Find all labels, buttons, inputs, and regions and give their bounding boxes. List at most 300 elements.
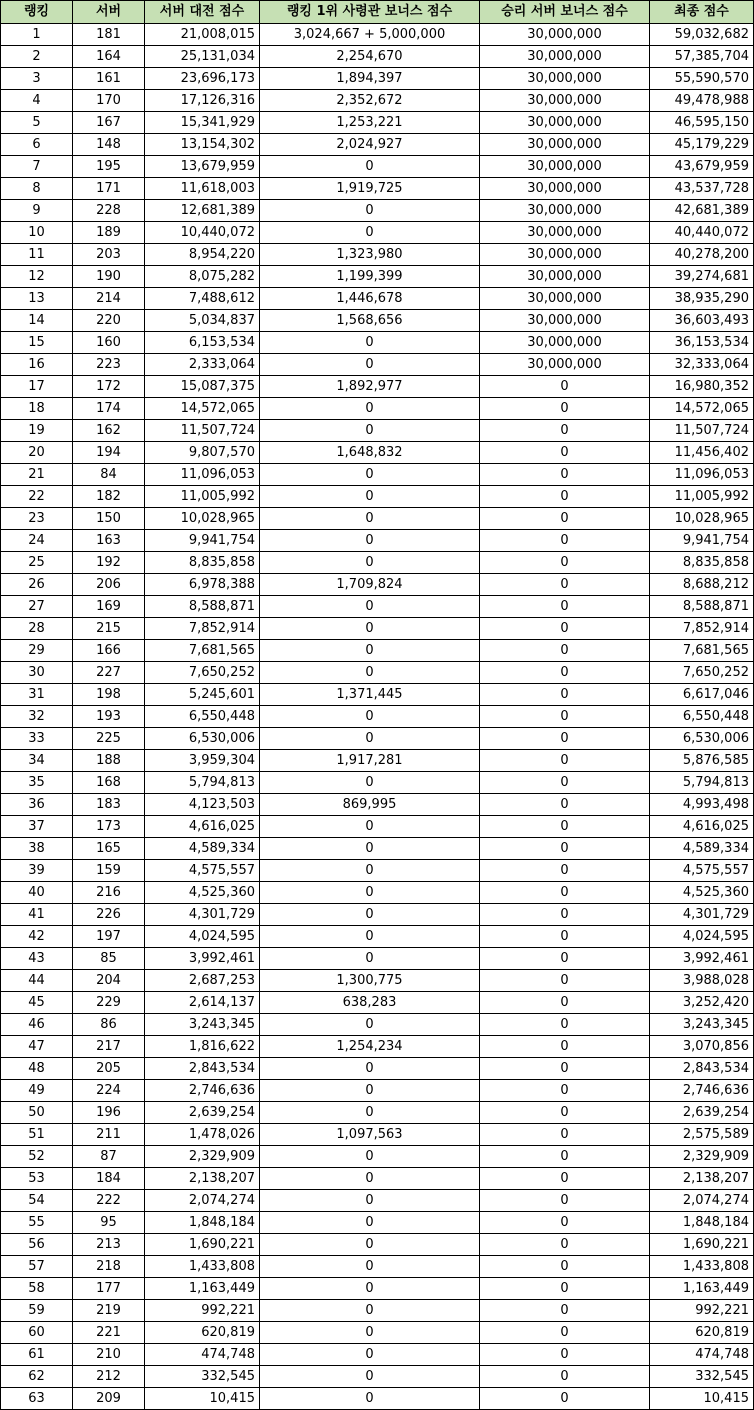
cell-server-battle-score: 11,618,003 xyxy=(145,178,260,200)
cell-ranking: 3 xyxy=(1,68,73,90)
cell-commander-bonus: 0 xyxy=(260,926,480,948)
cell-server-battle-score: 10,415 xyxy=(145,1388,260,1410)
cell-final-score: 3,988,028 xyxy=(650,970,754,992)
cell-victory-bonus: 0 xyxy=(480,926,650,948)
table-row xyxy=(1,178,754,200)
cell-victory-bonus: 0 xyxy=(480,948,650,970)
cell-server: 182 xyxy=(73,486,145,508)
table-row xyxy=(1,1058,754,1080)
table-row xyxy=(1,222,754,244)
table-row xyxy=(1,750,754,772)
cell-commander-bonus: 1,097,563 xyxy=(260,1124,480,1146)
cell-server-battle-score: 1,816,622 xyxy=(145,1036,260,1058)
cell-commander-bonus: 2,254,670 xyxy=(260,46,480,68)
cell-ranking: 54 xyxy=(1,1190,73,1212)
cell-commander-bonus: 1,892,977 xyxy=(260,376,480,398)
table-row xyxy=(1,816,754,838)
table-row xyxy=(1,1168,754,1190)
cell-server-battle-score: 9,807,570 xyxy=(145,442,260,464)
cell-ranking: 27 xyxy=(1,596,73,618)
table-row xyxy=(1,574,754,596)
cell-server-battle-score: 11,507,724 xyxy=(145,420,260,442)
cell-commander-bonus: 0 xyxy=(260,772,480,794)
cell-server-battle-score: 13,154,302 xyxy=(145,134,260,156)
cell-victory-bonus: 0 xyxy=(480,1124,650,1146)
cell-server: 192 xyxy=(73,552,145,574)
cell-commander-bonus: 0 xyxy=(260,1014,480,1036)
cell-server: 225 xyxy=(73,728,145,750)
cell-server: 215 xyxy=(73,618,145,640)
cell-final-score: 3,992,461 xyxy=(650,948,754,970)
cell-server: 203 xyxy=(73,244,145,266)
cell-server: 211 xyxy=(73,1124,145,1146)
cell-server-battle-score: 9,941,754 xyxy=(145,530,260,552)
cell-commander-bonus: 0 xyxy=(260,1190,480,1212)
cell-server-battle-score: 1,163,449 xyxy=(145,1278,260,1300)
cell-commander-bonus: 1,919,725 xyxy=(260,178,480,200)
cell-commander-bonus: 0 xyxy=(260,1212,480,1234)
header-final-score: 최종 점수 xyxy=(650,1,754,24)
cell-final-score: 2,138,207 xyxy=(650,1168,754,1190)
cell-server-battle-score: 7,681,565 xyxy=(145,640,260,662)
cell-final-score: 1,163,449 xyxy=(650,1278,754,1300)
cell-commander-bonus: 0 xyxy=(260,860,480,882)
cell-server: 181 xyxy=(73,24,145,46)
cell-victory-bonus: 0 xyxy=(480,376,650,398)
cell-final-score: 7,852,914 xyxy=(650,618,754,640)
cell-server-battle-score: 10,440,072 xyxy=(145,222,260,244)
table-row xyxy=(1,530,754,552)
cell-commander-bonus: 0 xyxy=(260,508,480,530)
table-row xyxy=(1,200,754,222)
cell-commander-bonus: 2,024,927 xyxy=(260,134,480,156)
cell-ranking: 6 xyxy=(1,134,73,156)
table-row xyxy=(1,46,754,68)
cell-server: 184 xyxy=(73,1168,145,1190)
cell-commander-bonus: 0 xyxy=(260,882,480,904)
cell-server: 221 xyxy=(73,1322,145,1344)
cell-server: 171 xyxy=(73,178,145,200)
cell-final-score: 6,550,448 xyxy=(650,706,754,728)
cell-ranking: 14 xyxy=(1,310,73,332)
table-row xyxy=(1,1190,754,1212)
cell-ranking: 58 xyxy=(1,1278,73,1300)
cell-ranking: 40 xyxy=(1,882,73,904)
cell-victory-bonus: 0 xyxy=(480,1102,650,1124)
cell-victory-bonus: 0 xyxy=(480,464,650,486)
cell-commander-bonus: 0 xyxy=(260,662,480,684)
cell-final-score: 57,385,704 xyxy=(650,46,754,68)
cell-victory-bonus: 0 xyxy=(480,508,650,530)
cell-server-battle-score: 4,123,503 xyxy=(145,794,260,816)
cell-server-battle-score: 11,096,053 xyxy=(145,464,260,486)
cell-ranking: 57 xyxy=(1,1256,73,1278)
cell-final-score: 6,617,046 xyxy=(650,684,754,706)
cell-server-battle-score: 7,650,252 xyxy=(145,662,260,684)
cell-ranking: 53 xyxy=(1,1168,73,1190)
cell-final-score: 1,433,808 xyxy=(650,1256,754,1278)
cell-ranking: 30 xyxy=(1,662,73,684)
cell-server: 173 xyxy=(73,816,145,838)
cell-server: 174 xyxy=(73,398,145,420)
cell-server: 148 xyxy=(73,134,145,156)
cell-server: 183 xyxy=(73,794,145,816)
cell-victory-bonus: 0 xyxy=(480,750,650,772)
cell-server-battle-score: 2,074,274 xyxy=(145,1190,260,1212)
cell-ranking: 11 xyxy=(1,244,73,266)
table-row xyxy=(1,134,754,156)
cell-commander-bonus: 0 xyxy=(260,618,480,640)
table-row xyxy=(1,1322,754,1344)
cell-final-score: 10,028,965 xyxy=(650,508,754,530)
cell-server: 205 xyxy=(73,1058,145,1080)
cell-server-battle-score: 3,992,461 xyxy=(145,948,260,970)
cell-final-score: 9,941,754 xyxy=(650,530,754,552)
cell-victory-bonus: 0 xyxy=(480,1080,650,1102)
cell-server-battle-score: 2,329,909 xyxy=(145,1146,260,1168)
cell-server: 204 xyxy=(73,970,145,992)
table-row xyxy=(1,1278,754,1300)
cell-server: 198 xyxy=(73,684,145,706)
cell-final-score: 49,478,988 xyxy=(650,90,754,112)
cell-victory-bonus: 0 xyxy=(480,1212,650,1234)
cell-victory-bonus: 0 xyxy=(480,1256,650,1278)
cell-victory-bonus: 0 xyxy=(480,992,650,1014)
cell-server: 190 xyxy=(73,266,145,288)
cell-final-score: 32,333,064 xyxy=(650,354,754,376)
cell-ranking: 22 xyxy=(1,486,73,508)
table-row xyxy=(1,112,754,134)
cell-victory-bonus: 0 xyxy=(480,706,650,728)
cell-final-score: 2,843,534 xyxy=(650,1058,754,1080)
cell-ranking: 59 xyxy=(1,1300,73,1322)
cell-victory-bonus: 0 xyxy=(480,1344,650,1366)
cell-ranking: 20 xyxy=(1,442,73,464)
cell-commander-bonus: 0 xyxy=(260,1058,480,1080)
cell-final-score: 43,537,728 xyxy=(650,178,754,200)
cell-commander-bonus: 0 xyxy=(260,1344,480,1366)
table-row xyxy=(1,948,754,970)
cell-victory-bonus: 0 xyxy=(480,794,650,816)
cell-server-battle-score: 2,614,137 xyxy=(145,992,260,1014)
cell-server-battle-score: 4,525,360 xyxy=(145,882,260,904)
cell-victory-bonus: 0 xyxy=(480,574,650,596)
cell-commander-bonus: 1,568,656 xyxy=(260,310,480,332)
table-row xyxy=(1,772,754,794)
cell-ranking: 1 xyxy=(1,24,73,46)
header-commander-bonus: 랭킹 1위 사령관 보너스 점수 xyxy=(260,1,480,24)
cell-final-score: 11,456,402 xyxy=(650,442,754,464)
cell-ranking: 12 xyxy=(1,266,73,288)
cell-server: 188 xyxy=(73,750,145,772)
cell-final-score: 43,679,959 xyxy=(650,156,754,178)
cell-ranking: 19 xyxy=(1,420,73,442)
cell-final-score: 4,525,360 xyxy=(650,882,754,904)
cell-final-score: 474,748 xyxy=(650,1344,754,1366)
cell-server-battle-score: 21,008,015 xyxy=(145,24,260,46)
cell-victory-bonus: 0 xyxy=(480,662,650,684)
cell-ranking: 38 xyxy=(1,838,73,860)
table-row xyxy=(1,464,754,486)
cell-server: 189 xyxy=(73,222,145,244)
cell-commander-bonus: 0 xyxy=(260,398,480,420)
header-server-battle-score: 서버 대전 점수 xyxy=(145,1,260,24)
cell-commander-bonus: 0 xyxy=(260,200,480,222)
table-row xyxy=(1,1366,754,1388)
cell-final-score: 2,074,274 xyxy=(650,1190,754,1212)
cell-ranking: 10 xyxy=(1,222,73,244)
cell-server-battle-score: 4,575,557 xyxy=(145,860,260,882)
cell-final-score: 6,530,006 xyxy=(650,728,754,750)
cell-victory-bonus: 30,000,000 xyxy=(480,68,650,90)
cell-server-battle-score: 11,005,992 xyxy=(145,486,260,508)
cell-ranking: 44 xyxy=(1,970,73,992)
table-row xyxy=(1,288,754,310)
cell-commander-bonus: 1,300,775 xyxy=(260,970,480,992)
cell-server-battle-score: 6,978,388 xyxy=(145,574,260,596)
table-row xyxy=(1,992,754,1014)
table-row xyxy=(1,1102,754,1124)
cell-final-score: 45,179,229 xyxy=(650,134,754,156)
cell-server-battle-score: 23,696,173 xyxy=(145,68,260,90)
cell-server: 170 xyxy=(73,90,145,112)
cell-server: 210 xyxy=(73,1344,145,1366)
cell-server-battle-score: 6,153,534 xyxy=(145,332,260,354)
cell-commander-bonus: 638,283 xyxy=(260,992,480,1014)
cell-server-battle-score: 8,954,220 xyxy=(145,244,260,266)
cell-victory-bonus: 30,000,000 xyxy=(480,46,650,68)
cell-commander-bonus: 0 xyxy=(260,156,480,178)
cell-server: 223 xyxy=(73,354,145,376)
cell-server-battle-score: 12,681,389 xyxy=(145,200,260,222)
cell-ranking: 41 xyxy=(1,904,73,926)
table-body xyxy=(1,24,754,1410)
cell-ranking: 24 xyxy=(1,530,73,552)
cell-server: 169 xyxy=(73,596,145,618)
cell-final-score: 40,278,200 xyxy=(650,244,754,266)
table-row xyxy=(1,398,754,420)
cell-ranking: 13 xyxy=(1,288,73,310)
cell-commander-bonus: 2,352,672 xyxy=(260,90,480,112)
cell-commander-bonus: 0 xyxy=(260,1168,480,1190)
cell-commander-bonus: 0 xyxy=(260,222,480,244)
cell-server-battle-score: 2,333,064 xyxy=(145,354,260,376)
cell-victory-bonus: 0 xyxy=(480,882,650,904)
cell-commander-bonus: 0 xyxy=(260,706,480,728)
cell-victory-bonus: 0 xyxy=(480,838,650,860)
table-row xyxy=(1,882,754,904)
header-server: 서버 xyxy=(73,1,145,24)
cell-final-score: 10,415 xyxy=(650,1388,754,1410)
cell-commander-bonus: 1,371,445 xyxy=(260,684,480,706)
table-row xyxy=(1,706,754,728)
table-row xyxy=(1,684,754,706)
cell-server: 162 xyxy=(73,420,145,442)
cell-server: 227 xyxy=(73,662,145,684)
table-row xyxy=(1,618,754,640)
cell-commander-bonus: 0 xyxy=(260,728,480,750)
cell-ranking: 62 xyxy=(1,1366,73,1388)
cell-server-battle-score: 17,126,316 xyxy=(145,90,260,112)
cell-final-score: 14,572,065 xyxy=(650,398,754,420)
cell-server: 212 xyxy=(73,1366,145,1388)
cell-commander-bonus: 0 xyxy=(260,420,480,442)
cell-ranking: 4 xyxy=(1,90,73,112)
cell-commander-bonus: 0 xyxy=(260,354,480,376)
cell-ranking: 16 xyxy=(1,354,73,376)
cell-victory-bonus: 0 xyxy=(480,1234,650,1256)
cell-final-score: 7,681,565 xyxy=(650,640,754,662)
cell-ranking: 52 xyxy=(1,1146,73,1168)
cell-commander-bonus: 0 xyxy=(260,1080,480,1102)
cell-final-score: 2,329,909 xyxy=(650,1146,754,1168)
cell-commander-bonus: 3,024,667 + 5,000,000 xyxy=(260,24,480,46)
cell-victory-bonus: 30,000,000 xyxy=(480,112,650,134)
cell-ranking: 60 xyxy=(1,1322,73,1344)
table-row xyxy=(1,1234,754,1256)
cell-victory-bonus: 0 xyxy=(480,420,650,442)
cell-server-battle-score: 5,245,601 xyxy=(145,684,260,706)
cell-final-score: 39,274,681 xyxy=(650,266,754,288)
cell-final-score: 5,794,813 xyxy=(650,772,754,794)
cell-ranking: 55 xyxy=(1,1212,73,1234)
cell-ranking: 7 xyxy=(1,156,73,178)
cell-server-battle-score: 2,639,254 xyxy=(145,1102,260,1124)
cell-server-battle-score: 14,572,065 xyxy=(145,398,260,420)
cell-ranking: 21 xyxy=(1,464,73,486)
cell-final-score: 4,589,334 xyxy=(650,838,754,860)
cell-server-battle-score: 7,488,612 xyxy=(145,288,260,310)
cell-server-battle-score: 992,221 xyxy=(145,1300,260,1322)
cell-server-battle-score: 4,301,729 xyxy=(145,904,260,926)
cell-victory-bonus: 0 xyxy=(480,1190,650,1212)
cell-ranking: 42 xyxy=(1,926,73,948)
cell-commander-bonus: 0 xyxy=(260,948,480,970)
cell-server-battle-score: 620,819 xyxy=(145,1322,260,1344)
cell-victory-bonus: 30,000,000 xyxy=(480,332,650,354)
cell-commander-bonus: 0 xyxy=(260,1388,480,1410)
header-victory-bonus: 승리 서버 보너스 점수 xyxy=(480,1,650,24)
cell-victory-bonus: 0 xyxy=(480,1036,650,1058)
cell-server: 84 xyxy=(73,464,145,486)
cell-commander-bonus: 0 xyxy=(260,1322,480,1344)
cell-final-score: 7,650,252 xyxy=(650,662,754,684)
cell-server: 85 xyxy=(73,948,145,970)
cell-victory-bonus: 30,000,000 xyxy=(480,24,650,46)
table-row xyxy=(1,970,754,992)
cell-ranking: 49 xyxy=(1,1080,73,1102)
cell-server: 86 xyxy=(73,1014,145,1036)
cell-ranking: 18 xyxy=(1,398,73,420)
cell-final-score: 8,688,212 xyxy=(650,574,754,596)
cell-ranking: 36 xyxy=(1,794,73,816)
cell-victory-bonus: 0 xyxy=(480,1366,650,1388)
cell-server-battle-score: 8,588,871 xyxy=(145,596,260,618)
cell-final-score: 46,595,150 xyxy=(650,112,754,134)
cell-server: 224 xyxy=(73,1080,145,1102)
cell-victory-bonus: 0 xyxy=(480,1388,650,1410)
cell-server: 216 xyxy=(73,882,145,904)
table-row xyxy=(1,838,754,860)
cell-server: 209 xyxy=(73,1388,145,1410)
table-row xyxy=(1,640,754,662)
cell-commander-bonus: 0 xyxy=(260,464,480,486)
cell-server: 226 xyxy=(73,904,145,926)
cell-server: 194 xyxy=(73,442,145,464)
cell-server-battle-score: 7,852,914 xyxy=(145,618,260,640)
cell-victory-bonus: 0 xyxy=(480,1168,650,1190)
cell-victory-bonus: 30,000,000 xyxy=(480,222,650,244)
table-row xyxy=(1,1344,754,1366)
cell-victory-bonus: 0 xyxy=(480,904,650,926)
cell-final-score: 4,616,025 xyxy=(650,816,754,838)
cell-victory-bonus: 30,000,000 xyxy=(480,354,650,376)
cell-final-score: 8,835,858 xyxy=(650,552,754,574)
cell-server: 196 xyxy=(73,1102,145,1124)
cell-server-battle-score: 4,024,595 xyxy=(145,926,260,948)
table-row xyxy=(1,596,754,618)
cell-server-battle-score: 15,087,375 xyxy=(145,376,260,398)
cell-victory-bonus: 0 xyxy=(480,486,650,508)
cell-final-score: 36,603,493 xyxy=(650,310,754,332)
table-row xyxy=(1,24,754,46)
cell-server-battle-score: 5,034,837 xyxy=(145,310,260,332)
table-row xyxy=(1,860,754,882)
cell-server: 168 xyxy=(73,772,145,794)
table-row xyxy=(1,1212,754,1234)
table-row xyxy=(1,310,754,332)
cell-ranking: 61 xyxy=(1,1344,73,1366)
cell-server-battle-score: 1,478,026 xyxy=(145,1124,260,1146)
cell-commander-bonus: 0 xyxy=(260,1146,480,1168)
cell-server: 214 xyxy=(73,288,145,310)
cell-commander-bonus: 0 xyxy=(260,596,480,618)
cell-commander-bonus: 1,253,221 xyxy=(260,112,480,134)
cell-server-battle-score: 1,433,808 xyxy=(145,1256,260,1278)
cell-server-battle-score: 15,341,929 xyxy=(145,112,260,134)
cell-final-score: 992,221 xyxy=(650,1300,754,1322)
cell-commander-bonus: 0 xyxy=(260,486,480,508)
cell-final-score: 332,545 xyxy=(650,1366,754,1388)
cell-server-battle-score: 6,530,006 xyxy=(145,728,260,750)
cell-server-battle-score: 25,131,034 xyxy=(145,46,260,68)
cell-victory-bonus: 0 xyxy=(480,442,650,464)
cell-server: 228 xyxy=(73,200,145,222)
table-row xyxy=(1,486,754,508)
table-row xyxy=(1,904,754,926)
cell-victory-bonus: 30,000,000 xyxy=(480,200,650,222)
cell-server-battle-score: 5,794,813 xyxy=(145,772,260,794)
cell-server: 217 xyxy=(73,1036,145,1058)
cell-ranking: 48 xyxy=(1,1058,73,1080)
cell-commander-bonus: 0 xyxy=(260,1300,480,1322)
cell-commander-bonus: 0 xyxy=(260,1256,480,1278)
table-row xyxy=(1,156,754,178)
table-row xyxy=(1,420,754,442)
cell-victory-bonus: 0 xyxy=(480,618,650,640)
cell-server: 222 xyxy=(73,1190,145,1212)
cell-ranking: 39 xyxy=(1,860,73,882)
cell-ranking: 46 xyxy=(1,1014,73,1036)
cell-victory-bonus: 0 xyxy=(480,596,650,618)
cell-ranking: 31 xyxy=(1,684,73,706)
cell-final-score: 2,575,589 xyxy=(650,1124,754,1146)
cell-server: 229 xyxy=(73,992,145,1014)
cell-server-battle-score: 2,138,207 xyxy=(145,1168,260,1190)
cell-ranking: 26 xyxy=(1,574,73,596)
cell-server: 167 xyxy=(73,112,145,134)
cell-ranking: 43 xyxy=(1,948,73,970)
